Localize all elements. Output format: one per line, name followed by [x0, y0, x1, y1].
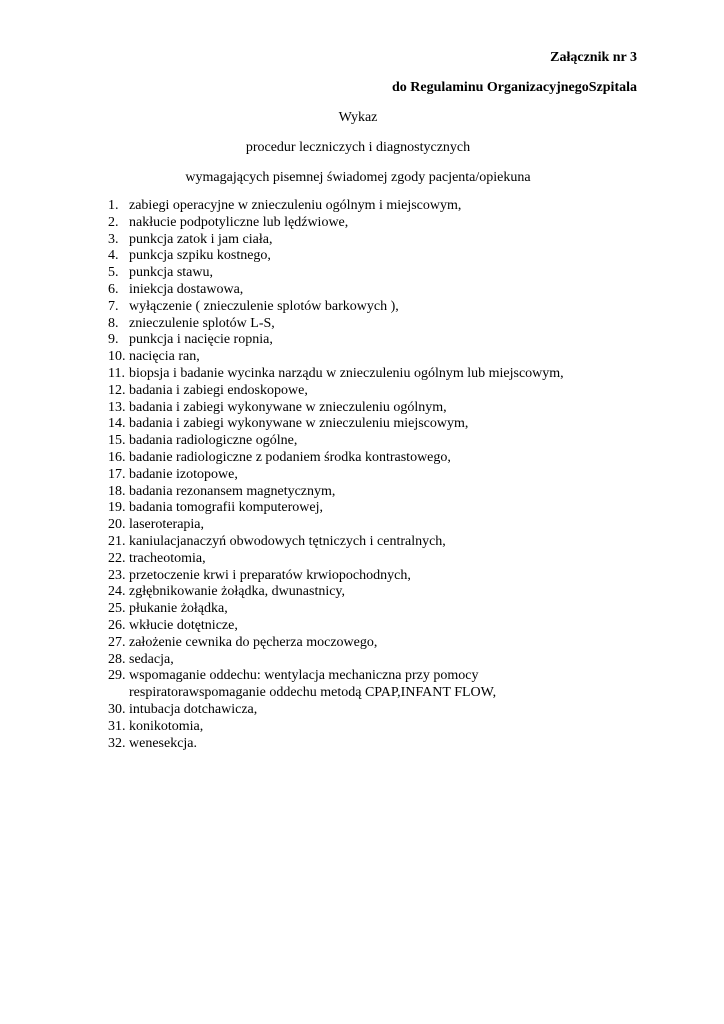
- list-item: [108, 198, 668, 215]
- list-item-text: wenesekcja.: [129, 735, 198, 751]
- list-item-text: sedacja,: [129, 651, 174, 667]
- list-item-number: 22.: [108, 550, 126, 566]
- list-item: [108, 400, 668, 417]
- list-item-text: punkcja i nacięcie ropnia,: [129, 332, 273, 348]
- list-item-number: 14.: [108, 416, 126, 432]
- list-item: [108, 265, 668, 282]
- list-item-text: nakłucie podpotyliczne lub lędźwiowe,: [129, 214, 349, 230]
- list-item-text: punkcja zatok i jam ciała,: [129, 231, 273, 247]
- list-item-text: konikotomia,: [129, 718, 204, 734]
- list-item-number: 18.: [108, 483, 126, 499]
- list-item: [108, 517, 668, 534]
- annex-reference: do Regulaminu OrganizacyjnegoSzpitala: [391, 80, 637, 95]
- list-item-text: badanie izotopowe,: [129, 466, 238, 482]
- list-item-number: 16.: [108, 449, 126, 465]
- list-item: [108, 450, 668, 467]
- list-item: [108, 618, 668, 635]
- list-item: [108, 299, 668, 316]
- list-item: [108, 316, 668, 333]
- list-item: [108, 383, 668, 400]
- list-item-text: kaniulacjanaczyń obwodowych tętniczych i centralnych,: [129, 533, 446, 549]
- list-item-number: 8.: [108, 315, 119, 331]
- list-item: [108, 534, 668, 551]
- list-item-number: 6.: [108, 281, 119, 297]
- list-item: [108, 719, 668, 736]
- list-item-text: założenie cewnika do pęcherza moczowego,: [129, 634, 378, 650]
- list-item-text: znieczulenie splotów L-S,: [129, 315, 275, 331]
- list-item: [108, 282, 668, 299]
- list-item-number: 10.: [108, 349, 126, 365]
- list-item-text: badania i zabiegi wykonywane w znieczuleniu miejscowym,: [129, 416, 469, 432]
- list-item-number: 30.: [108, 701, 126, 717]
- list-item: [108, 416, 668, 433]
- list-item-text: płukanie żołądka,: [129, 601, 228, 617]
- list-item: [108, 500, 668, 517]
- list-item-text: badania tomografii komputerowej,: [129, 500, 323, 516]
- list-item-number: 20.: [108, 517, 126, 533]
- list-item: [108, 584, 668, 601]
- list-item-number: 28.: [108, 651, 126, 667]
- procedure-list: [108, 198, 668, 752]
- list-item-text: badania rezonansem magnetycznym,: [129, 483, 336, 499]
- list-item: [108, 467, 668, 484]
- document-subtitle-line-2: wymagających pisemnej świadomej zgody pacjenta/opiekuna: [185, 170, 531, 185]
- list-item-number: 25.: [108, 601, 126, 617]
- list-item-text: wyłączenie ( znieczulenie splotów barkowych ),: [129, 298, 399, 314]
- list-item-number: 12.: [108, 382, 126, 398]
- list-item: [108, 349, 668, 366]
- list-item: [108, 568, 668, 585]
- list-item-text: tracheotomia,: [129, 550, 206, 566]
- list-item: [108, 702, 668, 719]
- list-item-text: biopsja i badanie wycinka narządu w znieczuleniu ogólnym lub miejscowym,: [129, 365, 564, 381]
- list-item-text: badanie radiologiczne z podaniem środka kontrastowego,: [129, 449, 451, 465]
- list-item-number: 1.: [108, 198, 119, 213]
- list-item-text: zabiegi operacyjne w znieczuleniu ogólnym i miejscowym,: [129, 198, 462, 213]
- list-item: [108, 433, 668, 450]
- list-item-text: laseroterapia,: [129, 517, 205, 533]
- list-item-number: 13.: [108, 399, 126, 415]
- list-item-number: 11.: [108, 365, 125, 381]
- list-item-text: wkłucie dotętnicze,: [129, 617, 238, 633]
- list-item-text: iniekcja dostawowa,: [129, 281, 244, 297]
- list-item-number: 21.: [108, 533, 126, 549]
- list-item-text: zgłębnikowanie żołądka, dwunastnicy,: [129, 584, 346, 600]
- annex-number: Załącznik nr 3: [550, 50, 637, 65]
- list-item: [108, 232, 668, 249]
- list-item-number: 15.: [108, 433, 126, 449]
- list-item: [108, 484, 668, 501]
- list-item-text: badania i zabiegi endoskopowe,: [129, 382, 308, 398]
- list-item-number: 24.: [108, 584, 126, 600]
- document-title: Wykaz: [338, 110, 378, 125]
- list-item-number: 19.: [108, 500, 126, 516]
- list-item-number: 3.: [108, 231, 119, 247]
- list-item-number: 26.: [108, 617, 126, 633]
- list-item-text: badania i zabiegi wykonywane w znieczuleniu ogólnym,: [129, 399, 447, 415]
- list-item: [108, 248, 668, 265]
- list-item: [108, 366, 668, 383]
- list-item-text: punkcja szpiku kostnego,: [129, 248, 271, 264]
- list-item-text: badania radiologiczne ogólne,: [129, 433, 298, 449]
- list-item: [108, 668, 668, 702]
- list-item-number: 32.: [108, 735, 126, 751]
- list-item: [108, 635, 668, 652]
- list-item-number: 9.: [108, 332, 119, 348]
- list-item-number: 31.: [108, 718, 126, 734]
- list-item-text: wspomaganie oddechu: wentylacja mechaniczna przy pomocy respiratorawspomaganie oddechu metodą CPAP,INFANT FLOW,: [129, 668, 497, 701]
- list-item: [108, 601, 668, 618]
- list-item-number: 29.: [108, 668, 126, 684]
- list-item-number: 7.: [108, 298, 119, 314]
- list-item: [108, 215, 668, 232]
- list-item-text: przetoczenie krwi i preparatów krwiopochodnych,: [129, 567, 411, 583]
- list-item: [108, 652, 668, 669]
- list-item-number: 2.: [108, 214, 119, 230]
- document-subtitle-line-1: procedur leczniczych i diagnostycznych: [245, 140, 471, 155]
- list-item: [108, 736, 668, 753]
- list-item-number: 27.: [108, 634, 126, 650]
- list-item-number: 23.: [108, 567, 126, 583]
- list-item: [108, 332, 668, 349]
- list-item-number: 5.: [108, 265, 119, 281]
- list-item-text: punkcja stawu,: [129, 265, 213, 281]
- list-item-number: 17.: [108, 466, 126, 482]
- list-item-text: nacięcia ran,: [129, 349, 200, 365]
- list-item-text: intubacja dotchawicza,: [129, 701, 258, 717]
- list-item-number: 4.: [108, 248, 119, 264]
- list-item: [108, 551, 668, 568]
